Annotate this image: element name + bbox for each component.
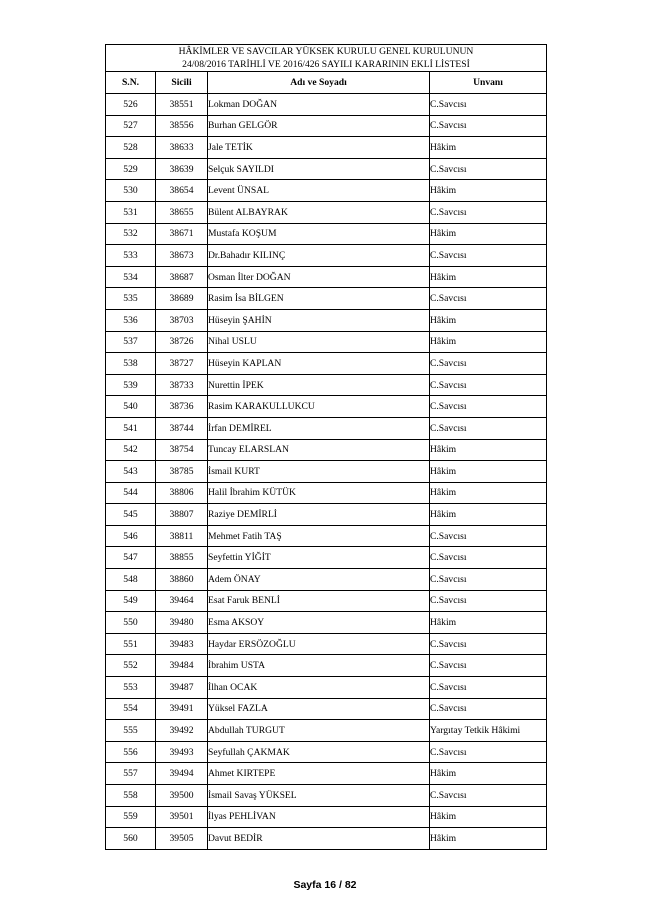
row-title: C.Savcısı: [430, 785, 547, 807]
row-sicil: 38633: [156, 137, 208, 159]
page-number: Sayfa 16 / 82: [293, 879, 357, 891]
table-title: [106, 45, 547, 72]
row-title: C.Savcısı: [430, 655, 547, 677]
row-sicil: 38551: [156, 94, 208, 116]
table-row: [106, 94, 547, 116]
row-name: İsmail KURT: [208, 461, 430, 483]
row-title: C.Savcısı: [430, 633, 547, 655]
table-row: [106, 396, 547, 418]
row-sicil: 39484: [156, 655, 208, 677]
table-row: [106, 612, 547, 634]
row-sicil: 38654: [156, 180, 208, 202]
row-sicil: 38744: [156, 417, 208, 439]
table-row: [106, 201, 547, 223]
row-sicil: 38855: [156, 547, 208, 569]
row-sn: 543: [106, 461, 156, 483]
row-name: Osman İlter DOĞAN: [208, 266, 430, 288]
row-sn: 540: [106, 396, 156, 418]
row-sn: 554: [106, 698, 156, 720]
row-sn: 552: [106, 655, 156, 677]
column-header-name: Adı ve Soyadı: [208, 72, 430, 94]
row-title: Hâkim: [430, 331, 547, 353]
row-title: Hâkim: [430, 137, 547, 159]
row-title: Hâkim: [430, 763, 547, 785]
row-sn: 556: [106, 741, 156, 763]
table-row: [106, 741, 547, 763]
row-name: Levent ÜNSAL: [208, 180, 430, 202]
row-sicil: 39492: [156, 720, 208, 742]
row-sn: 560: [106, 828, 156, 850]
row-sn: 558: [106, 785, 156, 807]
title-line-2: 24/08/2016 TARİHLİ VE 2016/426 SAYILI KARARININ EKLİ LİSTESİ: [182, 59, 470, 70]
column-header-title: Unvanı: [430, 72, 547, 94]
row-name: Raziye DEMİRLİ: [208, 504, 430, 526]
table-row: [106, 223, 547, 245]
table-row: [106, 698, 547, 720]
row-title: Hâkim: [430, 180, 547, 202]
row-sn: 538: [106, 353, 156, 375]
row-sn: 532: [106, 223, 156, 245]
row-sn: 539: [106, 374, 156, 396]
row-name: Davut BEDİR: [208, 828, 430, 850]
table-row: [106, 504, 547, 526]
row-title: Hâkim: [430, 309, 547, 331]
row-sn: 537: [106, 331, 156, 353]
row-sn: 531: [106, 201, 156, 223]
table-body: [106, 94, 547, 850]
row-sn: 541: [106, 417, 156, 439]
row-name: Adem ÖNAY: [208, 569, 430, 591]
row-title: C.Savcısı: [430, 677, 547, 699]
row-sn: 545: [106, 504, 156, 526]
row-sicil: 38811: [156, 525, 208, 547]
table-row: [106, 482, 547, 504]
title-line-1: HÂKİMLER VE SAVCILAR YÜKSEK KURULU GENEL KURULUNUN: [178, 46, 474, 57]
row-name: Mehmet Fatih TAŞ: [208, 525, 430, 547]
row-sn: 533: [106, 245, 156, 267]
table-row: [106, 806, 547, 828]
row-title: C.Savcısı: [430, 374, 547, 396]
row-sn: 548: [106, 569, 156, 591]
column-header-sicil: Sicili: [156, 72, 208, 94]
row-title: C.Savcısı: [430, 547, 547, 569]
table-row: [106, 417, 547, 439]
row-sicil: 39493: [156, 741, 208, 763]
row-sicil: 38726: [156, 331, 208, 353]
row-sicil: 39494: [156, 763, 208, 785]
row-sicil: 39501: [156, 806, 208, 828]
row-name: Hüseyin ŞAHİN: [208, 309, 430, 331]
row-name: Burhan GELGÖR: [208, 115, 430, 137]
table-row: [106, 180, 547, 202]
row-sn: 534: [106, 266, 156, 288]
row-sn: 550: [106, 612, 156, 634]
row-name: İsmail Savaş YÜKSEL: [208, 785, 430, 807]
table-row: [106, 655, 547, 677]
table-row: [106, 137, 547, 159]
table-row: [106, 374, 547, 396]
row-name: Selçuk SAYILDI: [208, 158, 430, 180]
row-title: C.Savcısı: [430, 698, 547, 720]
row-title: C.Savcısı: [430, 396, 547, 418]
table-row: [106, 677, 547, 699]
row-name: İlyas PEHLİVAN: [208, 806, 430, 828]
table-row: [106, 525, 547, 547]
row-name: Rasim İsa BİLGEN: [208, 288, 430, 310]
row-name: İrfan DEMİREL: [208, 417, 430, 439]
row-name: Nihal USLU: [208, 331, 430, 353]
table-row: [106, 331, 547, 353]
row-title: C.Savcısı: [430, 353, 547, 375]
row-name: Esat Faruk BENLİ: [208, 590, 430, 612]
table-row: [106, 461, 547, 483]
row-name: Abdullah TURGUT: [208, 720, 430, 742]
row-sicil: 38754: [156, 439, 208, 461]
row-sicil: 39505: [156, 828, 208, 850]
row-sicil: 38860: [156, 569, 208, 591]
row-sn: 535: [106, 288, 156, 310]
row-title: Hâkim: [430, 439, 547, 461]
row-title: Hâkim: [430, 223, 547, 245]
row-name: Lokman DOĞAN: [208, 94, 430, 116]
row-sicil: 39464: [156, 590, 208, 612]
table-row: [106, 158, 547, 180]
row-name: Haydar ERSÖZOĞLU: [208, 633, 430, 655]
row-sicil: 38806: [156, 482, 208, 504]
table-row: [106, 763, 547, 785]
row-name: Seyfettin YİĞİT: [208, 547, 430, 569]
row-sn: 544: [106, 482, 156, 504]
table-row: [106, 288, 547, 310]
row-name: Tuncay ELARSLAN: [208, 439, 430, 461]
personnel-table: [105, 44, 547, 850]
row-name: Jale TETİK: [208, 137, 430, 159]
row-sn: 549: [106, 590, 156, 612]
row-sn: 559: [106, 806, 156, 828]
row-sn: 557: [106, 763, 156, 785]
row-name: Bülent ALBAYRAK: [208, 201, 430, 223]
row-sicil: 38556: [156, 115, 208, 137]
row-title: C.Savcısı: [430, 569, 547, 591]
row-name: Rasim KARAKULLUKCU: [208, 396, 430, 418]
table-row: [106, 590, 547, 612]
row-sicil: 38671: [156, 223, 208, 245]
row-name: İbrahim USTA: [208, 655, 430, 677]
row-sn: 553: [106, 677, 156, 699]
row-title: Hâkim: [430, 266, 547, 288]
row-sn: 547: [106, 547, 156, 569]
row-sicil: 38785: [156, 461, 208, 483]
row-sn: 542: [106, 439, 156, 461]
column-header-row: [106, 72, 547, 94]
row-title: C.Savcısı: [430, 525, 547, 547]
table-row: [106, 569, 547, 591]
row-title: C.Savcısı: [430, 741, 547, 763]
table-row: [106, 633, 547, 655]
row-title: C.Savcısı: [430, 417, 547, 439]
row-title: C.Savcısı: [430, 201, 547, 223]
row-title: C.Savcısı: [430, 158, 547, 180]
row-name: Halil İbrahim KÜTÜK: [208, 482, 430, 504]
row-name: Yüksel FAZLA: [208, 698, 430, 720]
row-name: Nurettin İPEK: [208, 374, 430, 396]
row-title: C.Savcısı: [430, 115, 547, 137]
row-sicil: 38807: [156, 504, 208, 526]
column-header-sn: S.N.: [106, 72, 156, 94]
row-title: Hâkim: [430, 461, 547, 483]
row-sn: 529: [106, 158, 156, 180]
table-row: [106, 309, 547, 331]
table-row: [106, 245, 547, 267]
table-row: [106, 353, 547, 375]
table-row: [106, 785, 547, 807]
row-sicil: 38687: [156, 266, 208, 288]
row-title: C.Savcısı: [430, 590, 547, 612]
row-sn: 546: [106, 525, 156, 547]
row-name: Mustafa KOŞUM: [208, 223, 430, 245]
row-sn: 555: [106, 720, 156, 742]
row-sn: 536: [106, 309, 156, 331]
row-sicil: 38733: [156, 374, 208, 396]
row-sicil: 38673: [156, 245, 208, 267]
row-sicil: 39480: [156, 612, 208, 634]
row-title: Hâkim: [430, 612, 547, 634]
row-sn: 551: [106, 633, 156, 655]
row-name: Ahmet KIRTEPE: [208, 763, 430, 785]
row-name: İlhan OCAK: [208, 677, 430, 699]
table-row: [106, 439, 547, 461]
row-name: Seyfullah ÇAKMAK: [208, 741, 430, 763]
row-sicil: 38736: [156, 396, 208, 418]
row-title: C.Savcısı: [430, 245, 547, 267]
row-name: Esma AKSOY: [208, 612, 430, 634]
table-row: [106, 115, 547, 137]
row-name: Hüseyin KAPLAN: [208, 353, 430, 375]
table-row: [106, 547, 547, 569]
row-sicil: 39483: [156, 633, 208, 655]
row-title: C.Savcısı: [430, 288, 547, 310]
row-title: Hâkim: [430, 482, 547, 504]
row-sicil: 39487: [156, 677, 208, 699]
row-sicil: 39491: [156, 698, 208, 720]
row-sicil: 38727: [156, 353, 208, 375]
row-sn: 530: [106, 180, 156, 202]
row-sicil: 38655: [156, 201, 208, 223]
row-sn: 528: [106, 137, 156, 159]
row-name: Dr.Bahadır KILINÇ: [208, 245, 430, 267]
row-title: Hâkim: [430, 828, 547, 850]
row-title: C.Savcısı: [430, 94, 547, 116]
row-sicil: 38689: [156, 288, 208, 310]
row-title: Hâkim: [430, 806, 547, 828]
row-title: Hâkim: [430, 504, 547, 526]
row-sicil: 38703: [156, 309, 208, 331]
row-sicil: 38639: [156, 158, 208, 180]
row-sn: 526: [106, 94, 156, 116]
table-row: [106, 828, 547, 850]
table-row: [106, 266, 547, 288]
row-title: Yargıtay Tetkik Hâkimi: [430, 720, 547, 742]
table-row: [106, 720, 547, 742]
row-sn: 527: [106, 115, 156, 137]
row-sicil: 39500: [156, 785, 208, 807]
